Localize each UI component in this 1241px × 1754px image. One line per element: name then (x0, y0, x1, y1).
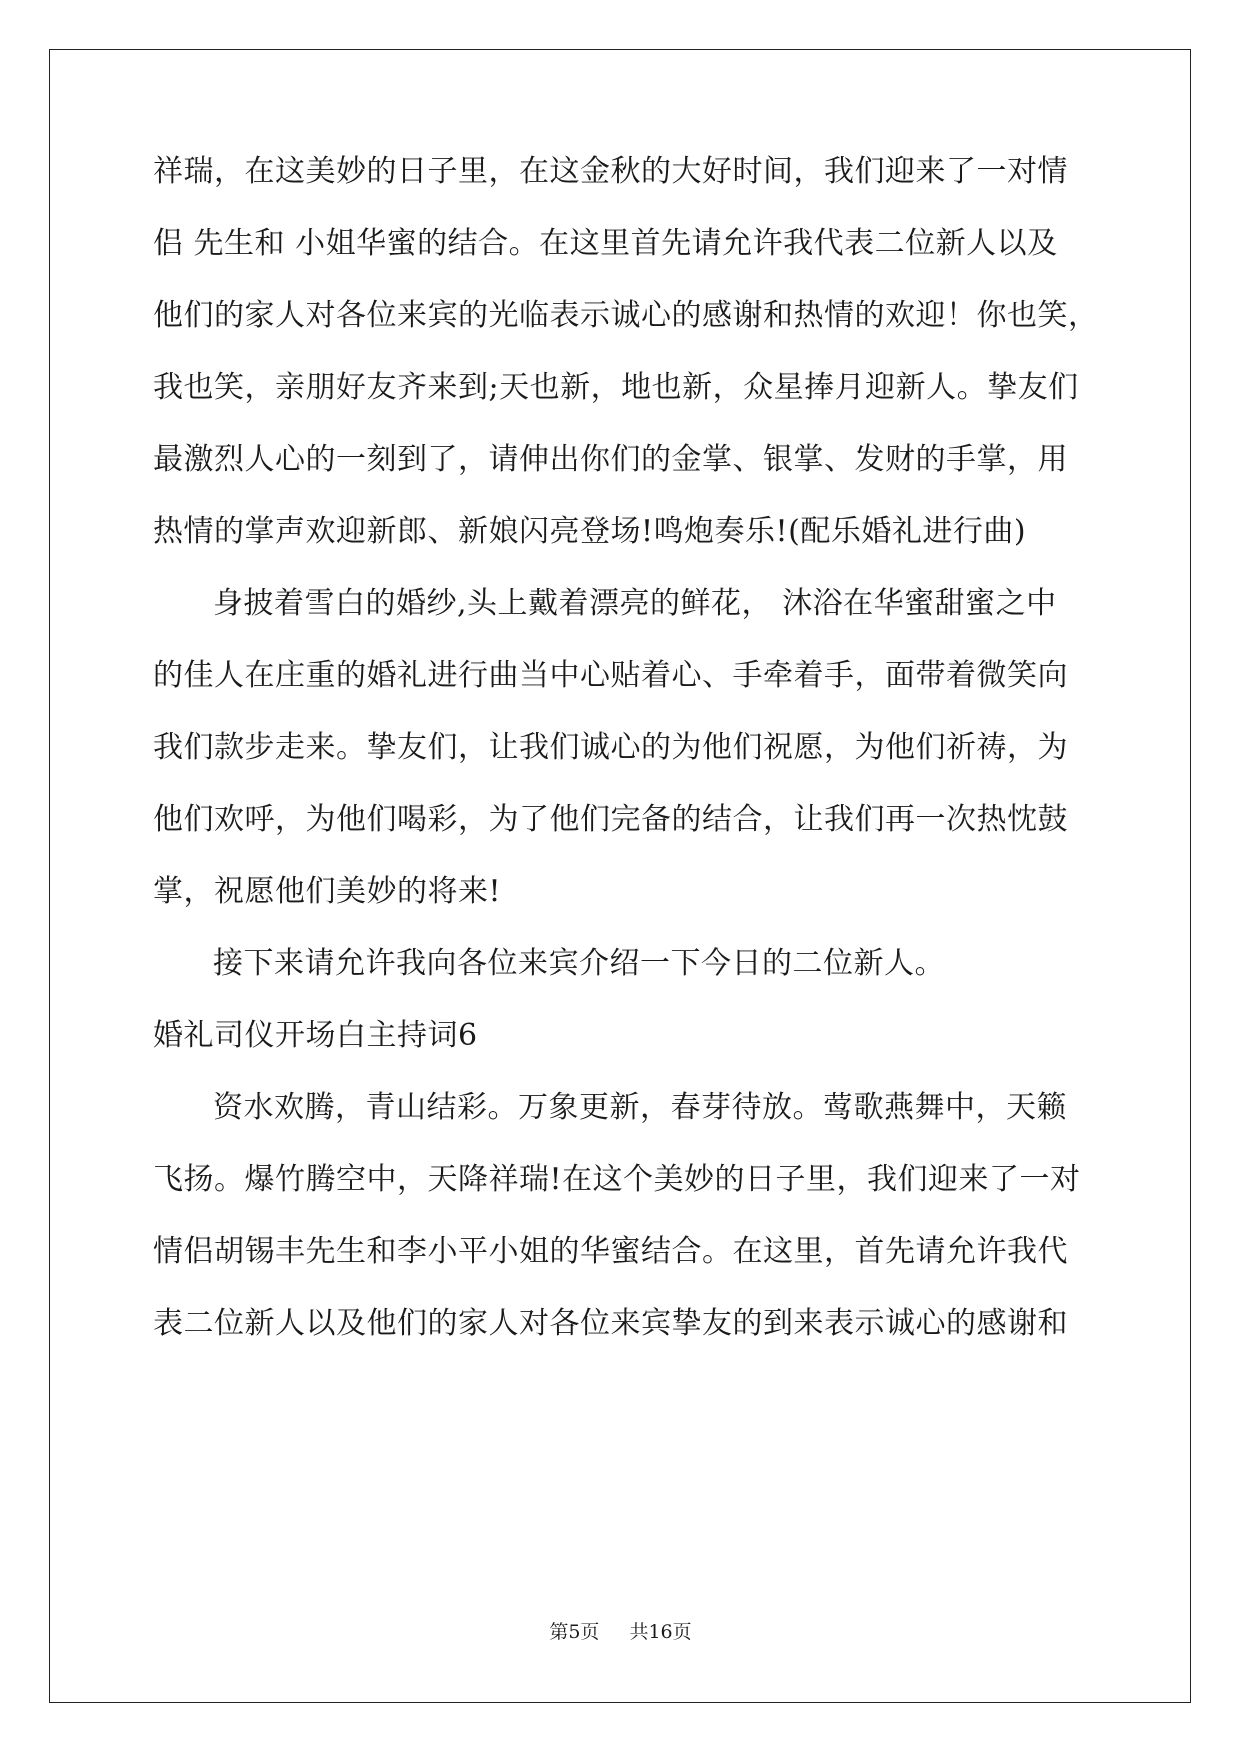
page-total: 共16页 (629, 1621, 692, 1643)
paragraph-first-line: 身披着雪白的婚纱,头上戴着漂亮的鲜花， 沐浴在华蜜甜蜜之中 (213, 586, 1057, 621)
text-line: 表二位新人以及他们的家人对各位来宾挚友的到来表示诚心的感谢和 (153, 1306, 1068, 1341)
text-line: 热情的掌声欢迎新郎、新娘闪亮登场!鸣炮奏乐!(配乐婚礼进行曲) (153, 514, 1027, 549)
text-line: 他们的家人对各位来宾的光临表示诚心的感谢和热情的欢迎！你也笑， (153, 298, 1099, 333)
text-line: 我也笑，亲朋好友齐来到;天也新，地也新，众星捧月迎新人。挚友们 (153, 370, 1079, 405)
page-footer (0, 1620, 1241, 1644)
text-line: 侣 先生和 小姐华蜜的结合。在这里首先请允许我代表二位新人以及 (153, 226, 1058, 261)
paragraph-first-line: 接下来请允许我向各位来宾介绍一下今日的二位新人。 (213, 946, 945, 981)
text-line: 的佳人在庄重的婚礼进行曲当中心贴着心、手牵着手，面带着微笑向 (153, 658, 1068, 693)
paragraph-first-line: 资水欢腾，青山结彩。万象更新，春芽待放。莺歌燕舞中，天籁 (213, 1090, 1067, 1125)
section-heading: 婚礼司仪开场白主持词6 (153, 1018, 478, 1053)
page-number: 第5页 (549, 1621, 600, 1643)
text-line: 我们款步走来。挚友们，让我们诚心的为他们祝愿，为他们祈祷，为 (153, 730, 1068, 765)
text-line: 飞扬。爆竹腾空中，天降祥瑞!在这个美妙的日子里，我们迎来了一对 (153, 1162, 1081, 1197)
text-line: 情侣胡锡丰先生和李小平小姐的华蜜结合。在这里，首先请允许我代 (153, 1234, 1068, 1269)
text-line: 祥瑞，在这美妙的日子里，在这金秋的大好时间，我们迎来了一对情 (153, 154, 1068, 189)
text-line: 最激烈人心的一刻到了，请伸出你们的金掌、银掌、发财的手掌，用 (153, 442, 1068, 477)
text-line: 掌，祝愿他们美妙的将来! (153, 874, 502, 909)
text-line: 他们欢呼，为他们喝彩，为了他们完备的结合，让我们再一次热忱鼓 (153, 802, 1068, 837)
